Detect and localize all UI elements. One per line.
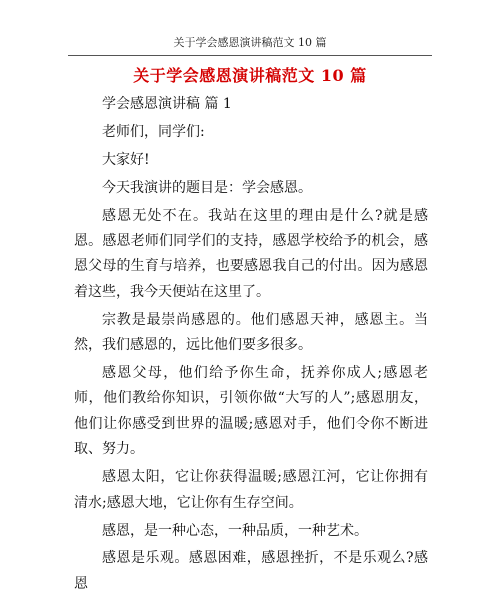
body-paragraph: 学会感恩演讲稿 篇 1 <box>102 96 232 112</box>
body-paragraph: 感恩是乐观。感恩困难，感恩挫折，不是乐观么?感恩 <box>74 550 428 592</box>
body-paragraph: 感恩父母，他们给予你生命，抚养你成人;感恩老师，他们教给你知识，引领你做“大写的人”;感恩朋友，他们让你感受到世界的温暖;感恩对手，他们令你不断进取、努力。 <box>74 365 428 458</box>
body-paragraph: 感恩太阳，它让你获得温暖;感恩江河，它让你拥有清水;感恩大地，它让你有生存空间。 <box>74 469 428 511</box>
document-body <box>74 92 428 600</box>
body-paragraph: 大家好! <box>102 151 150 168</box>
page-header: 关于学会感恩演讲稿范文 10 篇 <box>173 36 327 49</box>
document-title: 关于学会感恩演讲稿范文 10 篇 <box>133 66 367 85</box>
body-paragraph: 今天我演讲的题目是：学会感恩。 <box>102 179 312 196</box>
body-paragraph: 感恩无处不在。我站在这里的理由是什么?就是感恩。感恩老师们同学们的支持，感恩学校给予的机会，感恩父母的生育与培养，也要感恩我自己的付出。因为感恩着这些，我今天便站在这里了。 <box>74 207 428 300</box>
body-paragraph: 宗教是最崇尚感恩的。他们感恩天神，感恩主。当然，我们感恩的，远比他们要多很多。 <box>74 311 428 354</box>
body-paragraph: 老师们，同学们: <box>102 123 205 140</box>
header-divider <box>68 55 432 56</box>
body-paragraph: 感恩，是一种心态，一种品质，一种艺术。 <box>102 522 368 539</box>
